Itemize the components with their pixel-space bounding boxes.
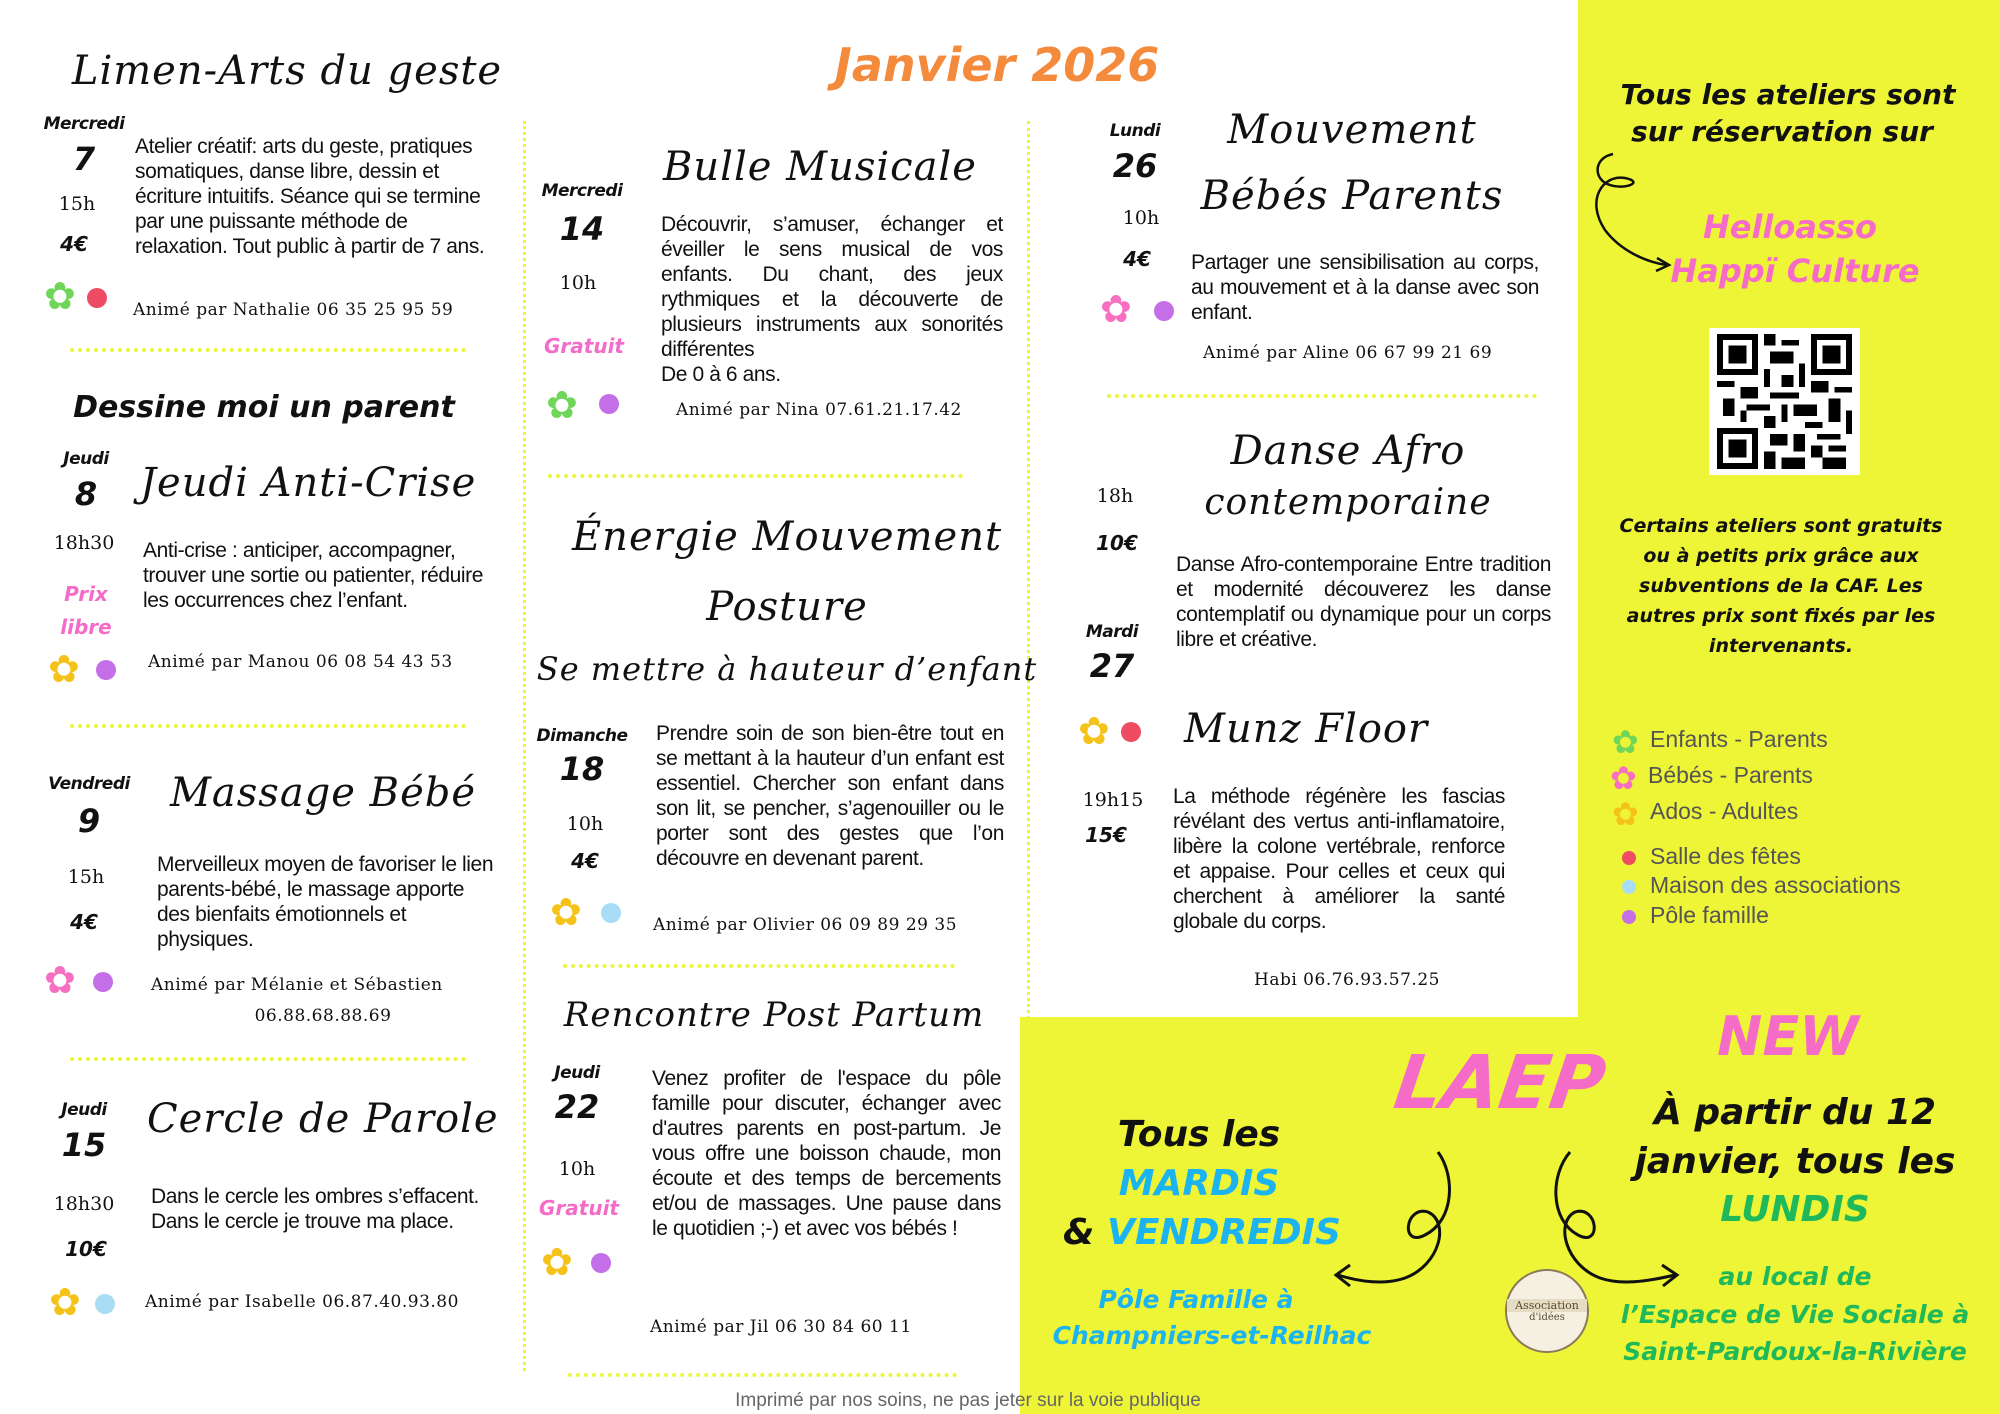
event-title: Massage Bébé bbox=[169, 770, 477, 816]
location-dot-blue bbox=[95, 1294, 115, 1314]
laep-left-days1: MARDIS bbox=[1118, 1163, 1280, 1204]
event-date: 8 bbox=[74, 475, 98, 513]
event-time: 18h30 bbox=[53, 1193, 115, 1215]
legend-category: Ados - Adultes bbox=[1650, 798, 1799, 824]
event-price: 10€ bbox=[1096, 531, 1138, 555]
event-price: Gratuit bbox=[539, 1196, 619, 1220]
event-time: 18h30 bbox=[53, 532, 115, 554]
event-title-line2: Bébés Parents bbox=[1200, 173, 1504, 219]
platform-happi-culture[interactable]: Happï Culture bbox=[1670, 252, 1920, 290]
location-dot-blue bbox=[1622, 880, 1636, 894]
divider bbox=[1107, 394, 1537, 398]
divider bbox=[70, 348, 466, 352]
event-time: 18h bbox=[1096, 485, 1134, 507]
legend-category: Bébés - Parents bbox=[1648, 762, 1813, 788]
event-date: 7 bbox=[72, 140, 96, 178]
event-description: Atelier créatif: arts du geste, pratiques somatiques, danse libre, dessin et écriture intuitifs. Séance qui se termine par une puissante méthode de relaxation. Tout public à partir de 7 ans. bbox=[135, 135, 485, 258]
event-date: 15 bbox=[61, 1126, 107, 1164]
flower-icon-pink: ✿ bbox=[44, 960, 76, 1002]
location-dot-blue bbox=[601, 903, 621, 923]
reservation-line-1: Tous les ateliers sont bbox=[1620, 78, 1956, 111]
flower-icon-yellow: ✿ bbox=[541, 1242, 573, 1284]
event-subtitle: Se mettre à hauteur d’enfant bbox=[536, 650, 1038, 688]
event-day: Lundi bbox=[1109, 121, 1161, 141]
event-date: 14 bbox=[559, 210, 605, 248]
event-animator: Animé par Aline 06 67 99 21 69 bbox=[1203, 343, 1493, 363]
flower-icon-green: ✿ bbox=[44, 276, 76, 318]
event-time: 10h bbox=[558, 1158, 596, 1180]
laep-days-vendredis: VENDREDIS bbox=[1106, 1212, 1341, 1253]
event-title-line2: contemporaine bbox=[1204, 482, 1492, 523]
flower-icon-pink: ✿ bbox=[1100, 289, 1132, 331]
laep-left-line1: Tous les bbox=[1117, 1114, 1281, 1155]
location-dot-red bbox=[1121, 722, 1141, 742]
flower-icon-yellow: ✿ bbox=[1078, 711, 1110, 753]
ampersand: & bbox=[1063, 1212, 1095, 1253]
event-description-age: De 0 à 6 ans. bbox=[661, 363, 781, 386]
event-time: 10h bbox=[1122, 207, 1160, 229]
event-time: 10h bbox=[559, 272, 597, 294]
laep-right-line2: janvier, tous les bbox=[1634, 1141, 1956, 1182]
info-line: autres prix sont fixés par les bbox=[1626, 605, 1936, 627]
location-dot-purple bbox=[93, 972, 113, 992]
info-line: subventions de la CAF. Les bbox=[1639, 575, 1923, 597]
laep-left-place1: Pôle Famille à bbox=[1098, 1285, 1294, 1314]
event-title: Mouvement bbox=[1227, 107, 1477, 153]
location-dot-purple bbox=[591, 1253, 611, 1273]
info-line: ou à petits prix grâce aux bbox=[1643, 545, 1919, 567]
event-time: 19h15 bbox=[1082, 789, 1144, 811]
event-day: Jeudi bbox=[61, 1100, 107, 1120]
association-logo bbox=[1505, 1269, 1589, 1353]
logo-text: d'idées bbox=[1529, 1312, 1565, 1323]
event-animator: Animé par Mélanie et Sébastien bbox=[151, 975, 443, 995]
laep-right-place2: l’Espace de Vie Sociale à bbox=[1620, 1300, 1970, 1329]
event-animator: Animé par Nina 07.61.21.17.42 bbox=[676, 400, 962, 420]
location-dot-red bbox=[87, 288, 107, 308]
event-animator: Animé par Jil 06 30 84 60 11 bbox=[650, 1317, 912, 1337]
event-price: Gratuit bbox=[544, 334, 624, 358]
legend-category: Enfants - Parents bbox=[1650, 726, 1828, 752]
event-animator: Animé par Olivier 06 09 89 29 35 bbox=[653, 915, 958, 935]
event-day: Mercredi bbox=[43, 114, 125, 134]
event-animator: Habi 06.76.93.57.25 bbox=[1254, 970, 1440, 990]
curly-arrow-icon bbox=[1585, 150, 1675, 275]
laep-right-line1: À partir du 12 bbox=[1653, 1092, 1937, 1133]
event-title: Danse Afro bbox=[1230, 428, 1466, 474]
event-description: Anti-crise : anticiper, accompagner, trouver une sortie ou patienter, réduire les occurrences chez l’enfant. bbox=[143, 539, 484, 612]
event-description: Merveilleux moyen de favoriser le lien parents-bébé, le massage apporte des bienfaits émotionnels et physiques. bbox=[157, 853, 494, 951]
laep-left-place2: Champniers-et-Reilhac bbox=[1052, 1321, 1372, 1350]
event-description: Danse Afro-contemporaine Entre tradition et modernité découverez les danse contemplatif ou dynamique pour un corps libre et créative. bbox=[1176, 553, 1551, 651]
flower-icon-green: ✿ bbox=[546, 385, 578, 427]
event-price: Prix libre bbox=[60, 582, 112, 639]
event-title: Limen-Arts du geste bbox=[71, 48, 503, 94]
info-line: Certains ateliers sont gratuits bbox=[1619, 515, 1943, 537]
event-price: 4€ bbox=[1123, 247, 1151, 271]
qr-code[interactable] bbox=[1709, 328, 1860, 475]
divider bbox=[563, 964, 955, 968]
new-badge: NEW bbox=[1717, 1005, 1859, 1068]
event-time: 15h bbox=[67, 866, 105, 888]
event-description: Dans le cercle les ombres s’effacent. Dans le cercle je trouve ma place. bbox=[151, 1185, 479, 1233]
section-title: Dessine moi un parent bbox=[73, 390, 455, 425]
flower-icon-green: ✿ bbox=[1612, 724, 1639, 760]
laep-left-days2 bbox=[1063, 1212, 1341, 1253]
laep-right-place3: Saint-Pardoux-la-Rivière bbox=[1623, 1337, 1967, 1366]
divider bbox=[70, 724, 466, 728]
flower-icon-yellow: ✿ bbox=[550, 892, 582, 934]
divider bbox=[548, 474, 963, 478]
location-dot-purple bbox=[96, 660, 116, 680]
event-price: 4€ bbox=[70, 910, 98, 934]
flower-icon-pink: ✿ bbox=[1610, 760, 1637, 796]
event-day: Jeudi bbox=[554, 1063, 600, 1083]
event-price: 15€ bbox=[1085, 823, 1127, 847]
laep-right-days: LUNDIS bbox=[1720, 1189, 1870, 1230]
event-title: Bulle Musicale bbox=[663, 144, 977, 190]
flower-icon-yellow: ✿ bbox=[1612, 796, 1639, 832]
event-title-line2: Posture bbox=[706, 584, 868, 630]
event-description: Partager une sensibilisation au corps, au mouvement et à la danse avec son enfant. bbox=[1191, 251, 1539, 324]
reservation-line-2: sur réservation sur bbox=[1631, 115, 1933, 148]
event-date: 9 bbox=[77, 802, 101, 840]
event-animator: Animé par Nathalie 06 35 25 95 59 bbox=[133, 300, 454, 320]
logo-text: Association bbox=[1507, 1299, 1587, 1312]
location-dot-purple bbox=[1154, 301, 1174, 321]
platform-helloasso[interactable]: Helloasso bbox=[1702, 208, 1878, 246]
event-price: 4€ bbox=[60, 232, 88, 256]
event-day: Mardi bbox=[1085, 622, 1139, 642]
event-date: 27 bbox=[1089, 647, 1135, 685]
page-title: Janvier 2026 bbox=[834, 38, 1160, 92]
laep-title: LAEP bbox=[1389, 1040, 1611, 1126]
event-day: Jeudi bbox=[63, 449, 109, 469]
event-day: Dimanche bbox=[536, 726, 628, 746]
flower-icon-yellow: ✿ bbox=[48, 649, 80, 691]
event-description: Venez profiter de l'espace du pôle famille pour discuter, échanger avec d'autres parents en post-partum. Je vous offre une boisson chaude, mon écoute et des temps de bercements et/ou de massages. Une pause dans le quotidien ;-) et avec vos bébés ! bbox=[652, 1067, 1001, 1240]
event-phone: 06.88.68.88.69 bbox=[254, 1006, 392, 1026]
event-title: Rencontre Post Partum bbox=[563, 995, 985, 1035]
event-date: 22 bbox=[554, 1088, 600, 1126]
flower-icon-yellow: ✿ bbox=[49, 1282, 81, 1324]
divider bbox=[70, 1057, 466, 1061]
event-animator: Animé par Isabelle 06.87.40.93.80 bbox=[145, 1292, 459, 1312]
location-dot-purple bbox=[1622, 910, 1636, 924]
event-title: Jeudi Anti-Crise bbox=[140, 460, 477, 506]
event-price: 4€ bbox=[571, 849, 599, 873]
divider bbox=[568, 1373, 957, 1377]
footer-note: Imprimé par nos soins, ne pas jeter sur la voie publique bbox=[735, 1390, 1201, 1411]
event-title: Cercle de Parole bbox=[147, 1096, 499, 1142]
event-time: 10h bbox=[566, 813, 604, 835]
legend-location: Salle des fêtes bbox=[1650, 843, 1801, 869]
event-title: Munz Floor bbox=[1184, 706, 1429, 752]
event-animator: Animé par Manou 06 08 54 43 53 bbox=[148, 652, 453, 672]
event-day: Mercredi bbox=[541, 181, 623, 201]
event-description: Découvrir, s’amuser, échanger et éveiller le sens musical de vos enfants. Du chant, des jeux rythmiques et la découverte de plusieurs instruments aux sonorités différentes bbox=[661, 213, 1003, 361]
location-dot-red bbox=[1622, 851, 1636, 865]
event-price: 10€ bbox=[65, 1237, 107, 1261]
event-time: 15h bbox=[58, 193, 96, 215]
swirl-arrow-left-icon bbox=[1330, 1150, 1470, 1300]
location-dot-purple bbox=[599, 394, 619, 414]
laep-right-place1: au local de bbox=[1718, 1262, 1872, 1291]
event-description: La méthode régénère les fascias révélant des vertus anti-inflamatoire, libère la colone vertébrale, renforce et appaise. Pour celles et ceux qui cherchent à améliorer la santé globale du corps. bbox=[1173, 785, 1505, 933]
info-line: intervenants. bbox=[1708, 635, 1854, 657]
event-title: Énergie Mouvement bbox=[571, 514, 1003, 560]
event-description: Prendre soin de son bien-être tout en se mettant à la hauteur d’un enfant est essentiel. Chercher son enfant dans son lit, se pencher, s’agenouiller ou le porter sont des gestes que l’on découvre en devenant parent. bbox=[656, 722, 1004, 870]
event-date: 18 bbox=[559, 750, 605, 788]
column-divider bbox=[523, 121, 526, 1371]
legend-location: Maison des associations bbox=[1650, 872, 1901, 898]
event-day: Vendredi bbox=[48, 774, 130, 794]
event-date: 26 bbox=[1112, 147, 1158, 185]
legend-location: Pôle famille bbox=[1650, 902, 1769, 928]
